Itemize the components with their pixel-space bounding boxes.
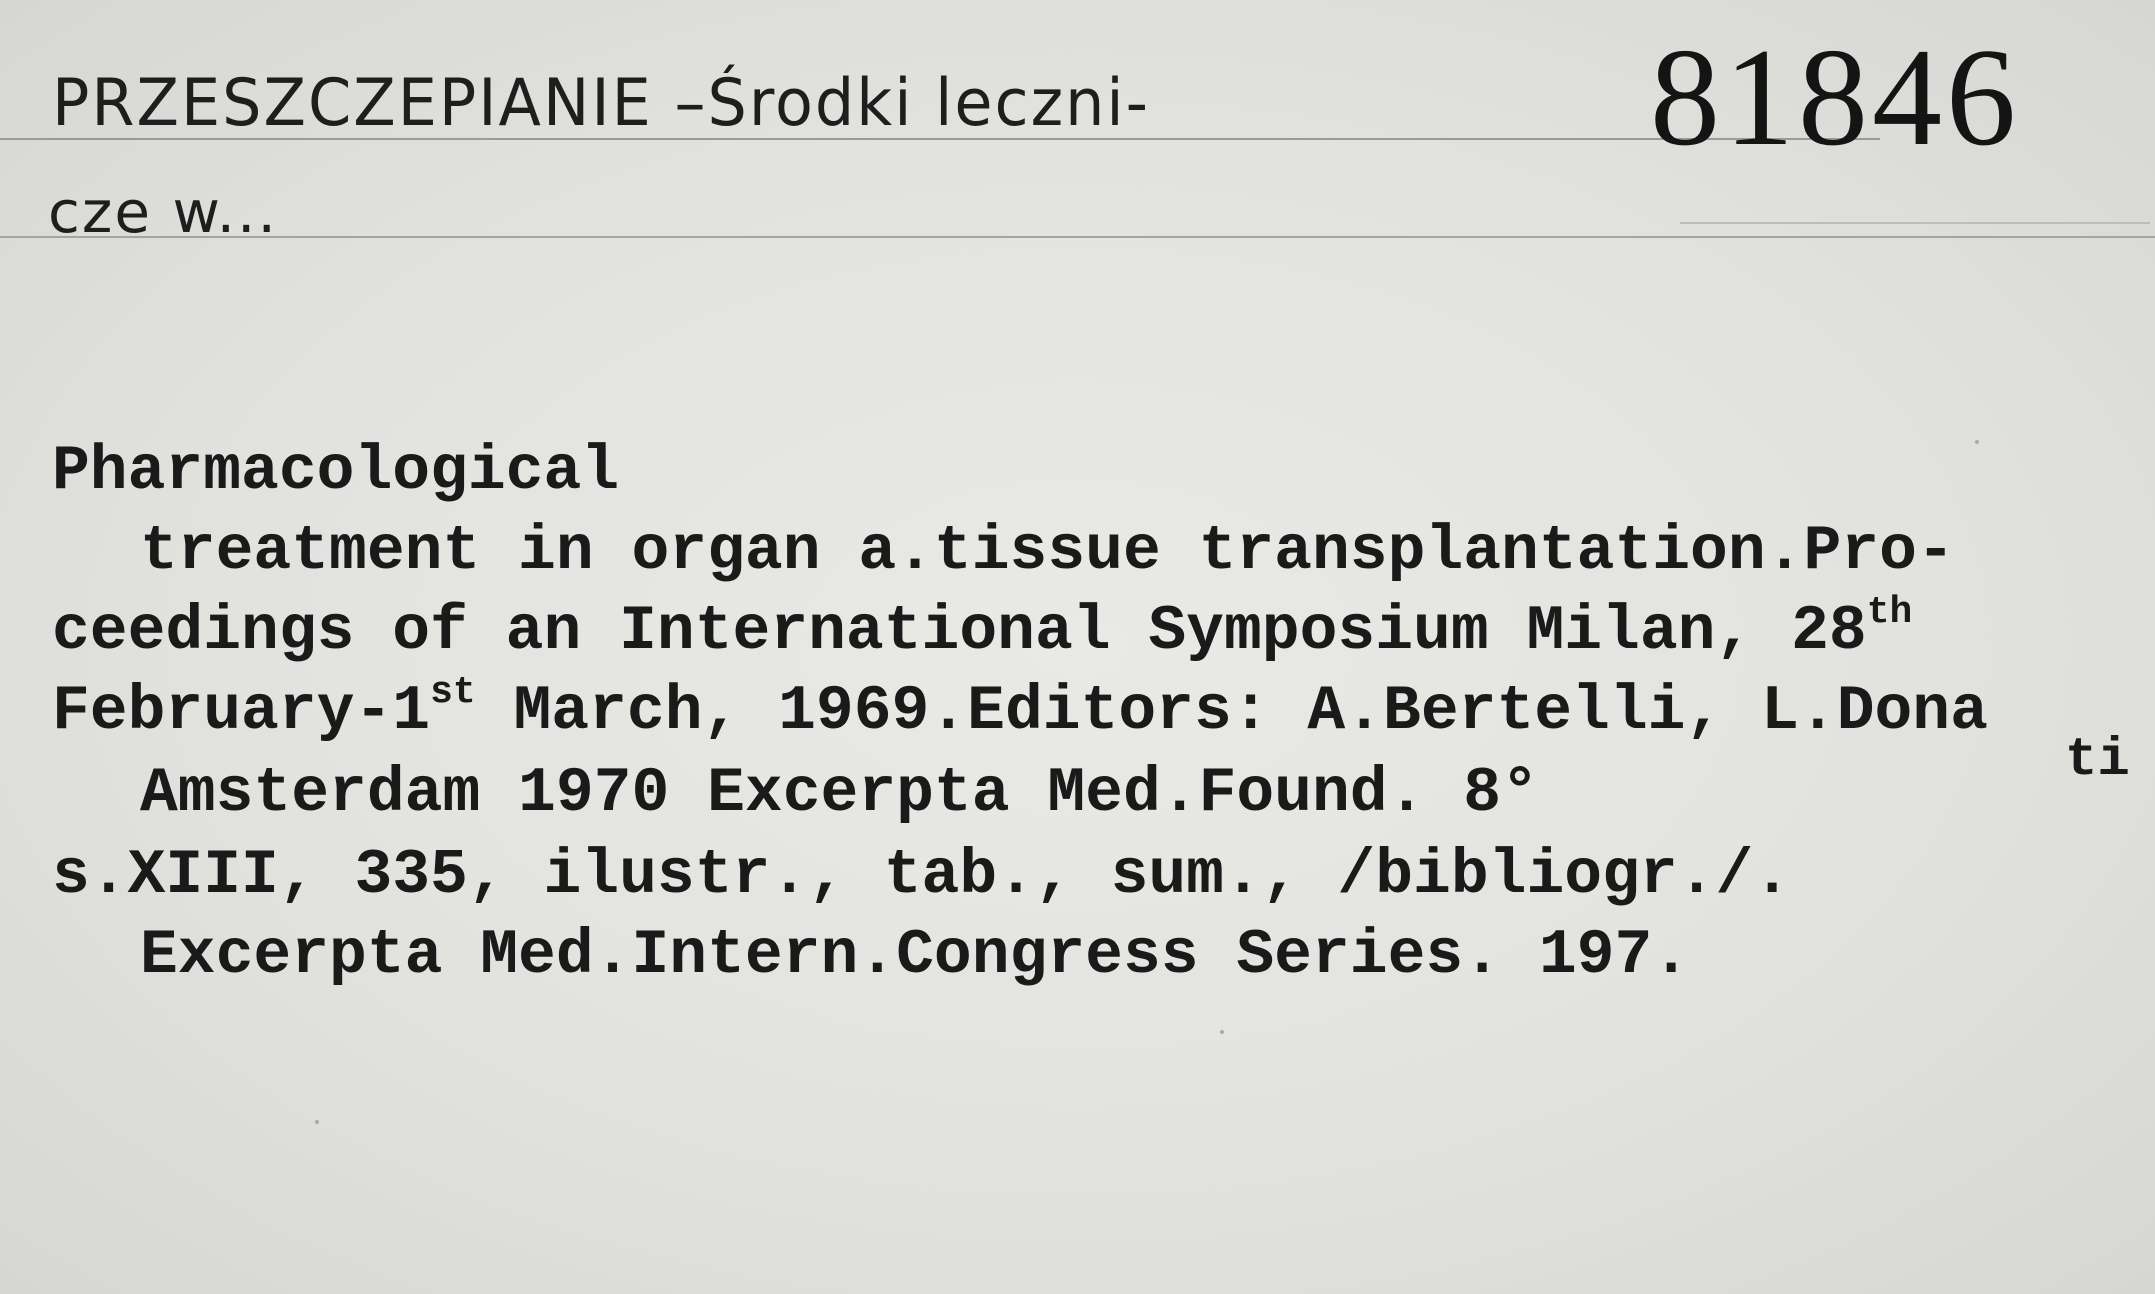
record-line-2: treatment in organ a.tissue transplantation.Pro- — [140, 516, 1955, 587]
card-rule-heading — [0, 236, 2155, 238]
record-line-3 — [52, 591, 1913, 667]
record-line-4-superscript: st — [430, 671, 476, 714]
paper-speck — [315, 1120, 319, 1124]
catalog-number: 81846 — [1650, 20, 2020, 175]
record-line-5: Amsterdam 1970 Excerpta Med.Found. 8° — [140, 758, 1539, 829]
subject-heading-line1: PRZESZCZEPIANIE –Środki leczni- — [52, 64, 1151, 141]
record-line-3-text: ceedings of an International Symposium Milan, 28 — [52, 596, 1867, 667]
card-rule-right — [1680, 222, 2150, 224]
record-line-4-continuation: ti — [2065, 730, 2130, 791]
subject-heading-line2: cze w... — [48, 178, 278, 246]
record-line-7: Excerpta Med.Intern.Congress Series. 197. — [140, 920, 1691, 991]
record-line-4-text-b: March, 1969.Editors: A.Bertelli, L.Dona — [475, 676, 1988, 747]
paper-speck — [1975, 440, 1979, 444]
record-line-3-superscript: th — [1866, 591, 1913, 634]
record-line-6: s.XIII, 335, ilustr., tab., sum., /bibliogr./. — [52, 840, 1792, 911]
record-line-4-text-a: February-1 — [52, 676, 431, 747]
record-title: Pharmacological — [52, 436, 620, 507]
record-line-4 — [52, 671, 1988, 747]
paper-speck — [1220, 1030, 1224, 1034]
